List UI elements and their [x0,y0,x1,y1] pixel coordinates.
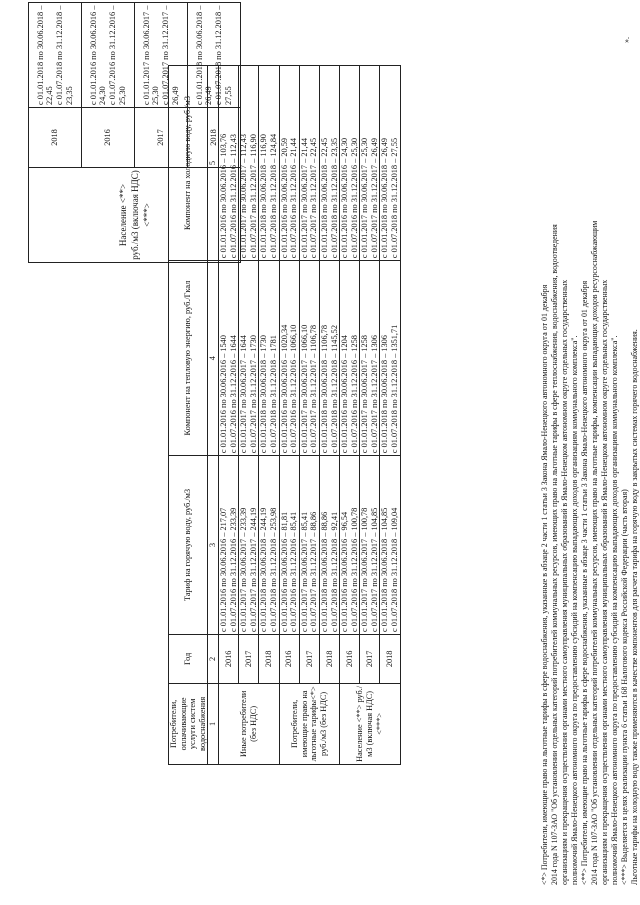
column-number: 3 [208,456,219,635]
top-table-values: с 01.01.2018 по 30.06.2018 – 22,45 с 01.07.2018 по 31.12.2018 – 23,35 [29,3,82,108]
cold-cell: с 01.01.2016 по 30.06.2016 – 20,59 с 01.07.2016 по 31.12.2016 – 21,44 [279,66,299,261]
consumer-category: Иные потребители (без НДС) [218,683,279,764]
tariff-cell: с 01.01.2016 по 30.06.2016 – 81,81 с 01.07.2016 по 31.12.2016 – 85,41 [279,456,299,635]
tariff-cell: с 01.01.2017 по 30.06.2017 – 233,39 с 01.07.2017 по 31.12.2017 – 244,19 [239,456,259,635]
footnote-line: <*> Потребители, имеющие право на льготные тарифы в сфере водоснабжения, указанные в абзаце 2 части 1 статьи 3 Закона Ямало-Ненецкого автономного округа от 01 декабря [540,284,549,885]
page-marker: ». [622,37,631,43]
table-row [319,66,339,765]
year-cell: 2016 [279,634,299,683]
header-cold: Компонент на холодную воду, руб./м3 [169,66,208,261]
header-year: Год [169,634,208,683]
tariff-cell: с 01.01.2017 по 30.06.2017 – 85,41 с 01.07.2017 по 31.12.2017 – 88,86 [299,456,319,635]
tariff-cell: с 01.01.2017 по 30.06.2017 – 100,78 с 01.07.2017 по 31.12.2017 – 104,85 [360,456,380,635]
footnote-line: <***> Выделяется в целях реализации пункта 6 статьи 168 Налогового кодекса Российской Федерации (часть вторая) [620,489,629,885]
heat-cell: с 01.01.2016 по 30.06.2016 – 1540 с 01.07.2016 по 31.12.2016 – 1644 [218,261,238,456]
consumer-category: Население <**> руб./м3 (включая НДС) <***> [340,683,401,764]
tariff-cell: с 01.01.2016 по 30.06.2016 – 217,07 с 01.07.2016 по 31.12.2016 – 233,39 [218,456,238,635]
year-cell: 2018 [259,634,279,683]
year-cell: 2016 [340,634,360,683]
top-table-values: с 01.01.2016 по 30.06.2016 – 24,30 с 01.07.2016 по 31.12.2016 – 25,30 [82,3,135,108]
cold-cell: с 01.01.2018 по 30.06.2018 – 116,90 с 01.07.2018 по 31.12.2018 – 124,84 [259,66,279,261]
footnote-line: 2014 года N 107-ЗАО "Об установлении отдельных категорий потребителей коммунальных ресурсов, имеющих право на льготные тарифы, компенсации выпадающих доходов ресурсоснабжающим [590,220,599,885]
table-row [360,66,380,765]
top-table-year: 2017 [135,108,188,168]
table-row [380,66,400,765]
table-row [279,66,299,765]
heat-cell: с 01.01.2018 по 30.06.2018 – 1106,78 с 01.07.2018 по 31.12.2018 – 1145,52 [319,261,339,456]
cold-cell: с 01.01.2018 по 30.06.2018 – 22,45 с 01.07.2018 по 31.12.2018 – 23,35 [319,66,339,261]
cold-cell: с 01.01.2017 по 30.06.2017 – 25,30 с 01.07.2017 по 31.12.2017 – 26,49 [360,66,380,261]
table-row [239,66,259,765]
table-row [299,66,319,765]
top-table-label: Население <**> руб./м3 (включая НДС) <***> [29,168,241,263]
year-cell: 2016 [218,634,238,683]
footnote-line: Льготные тарифы на холодную воду также применяются в качестве компонентов для расчета тарифа на горячую воду в закрытых системах горячего водоснабжения. [630,329,639,885]
footnote-line: 2014 года N 107-ЗАО "Об установлении отдельных категорий потребителей коммунальных ресурсов, имеющих право на льготные тарифы в сфере теплоснабжения, водоснабжения, водоотведения [550,224,559,885]
footnote-line: полномочий Ямало-Ненецкого автономного округа по предоставлению субсидий на компенсацию выпадающих доходов организациям коммунального комплекса". [610,335,619,885]
footnote-line: организациям и прекращения осуществления органами местного самоуправления муниципальных образований в Ямало-Ненецком автономном округе отдельных государственных [600,279,609,885]
heat-cell: с 01.01.2016 по 30.06.2016 – 1204 с 01.07.2016 по 31.12.2016 – 1258 [340,261,360,456]
cold-cell: с 01.01.2017 по 30.06.2017 – 112,43 с 01.07.2017 по 31.12.2017 – 116,90 [239,66,259,261]
column-number: 1 [208,683,219,764]
year-cell: 2017 [360,634,380,683]
heat-cell: с 01.01.2016 по 30.06.2016 – 1020,34 с 01.07.2016 по 31.12.2016 – 1066,10 [279,261,299,456]
year-cell: 2018 [319,634,339,683]
top-table-year: 2016 [82,108,135,168]
header-tariff: Тариф на горячую воду, руб./м3 [169,456,208,635]
column-number: 5 [208,66,219,261]
heat-cell: с 01.01.2017 по 30.06.2017 – 1066,10 с 01.07.2017 по 31.12.2017 – 1106,78 [299,261,319,456]
heat-cell: с 01.01.2018 по 30.06.2018 – 1730 с 01.07.2018 по 31.12.2018 – 1781 [259,261,279,456]
cold-cell: с 01.01.2017 по 30.06.2017 – 21,44 с 01.07.2017 по 31.12.2017 – 22,45 [299,66,319,261]
tariff-cell: с 01.01.2018 по 30.06.2018 – 88,86 с 01.07.2018 по 31.12.2018 – 92,41 [319,456,339,635]
heat-cell: с 01.01.2017 по 30.06.2017 – 1644 с 01.07.2017 по 31.12.2017 – 1730 [239,261,259,456]
year-cell: 2017 [299,634,319,683]
column-number: 2 [208,634,219,683]
top-table [28,2,241,263]
heat-cell: с 01.01.2017 по 30.06.2017 – 1258 с 01.07.2017 по 31.12.2017 – 1306 [360,261,380,456]
top-table-values: с 01.01.2018 по 30.06.2018 – 26,49 с 01.07.2018 по 31.12.2018 – 27,55 [188,3,241,108]
column-number: 4 [208,261,219,456]
cold-cell: с 01.01.2016 по 30.06.2016 – 24,30 с 01.07.2016 по 31.12.2016 – 25,30 [340,66,360,261]
consumer-category: Потребители, имеющие право на льготные тарифы<*> руб./м3 (без НДС) [279,683,340,764]
top-table-year: 2018 [188,108,241,168]
table-row [259,66,279,765]
footnote-line: полномочий Ямало-Ненецкого автономного округа по предоставлению субсидий на компенсацию выпадающих доходов организациям коммунального комплекса". [570,335,579,885]
cold-cell: с 01.01.2018 по 30.06.2018 – 26,49 с 01.07.2018 по 31.12.2018 – 27,55 [380,66,400,261]
top-table-year: 2018 [29,108,82,168]
tariff-cell: с 01.01.2018 по 30.06.2018 – 104,85 с 01.07.2018 по 31.12.2018 – 109,04 [380,456,400,635]
tariff-cell: с 01.01.2016 по 30.06.2016 – 96,54 с 01.07.2016 по 31.12.2016 – 100,78 [340,456,360,635]
tariff-cell: с 01.01.2018 по 30.06.2018 – 244,19 с 01.07.2018 по 31.12.2018 – 253,98 [259,456,279,635]
header-consumers: Потребители, оплачивающие услуги систем водоснабжения [169,683,208,764]
header-heat: Компонент на тепловую энергию, руб./Гкал [169,261,208,456]
heat-cell: с 01.01.2018 по 30.06.2018 – 1306 с 01.07.2018 по 31.12.2018 – 1351,71 [380,261,400,456]
cold-cell: с 01.01.2016 по 30.06.2016 – 103,76 с 01.07.2016 по 31.12.2016 – 112,43 [218,66,238,261]
table-row [340,66,360,765]
footnote-line: организациям и прекращения осуществления органами местного самоуправления муниципальных образований в Ямало-Ненецком автономном округе отдельных государственных [560,279,569,885]
year-cell: 2017 [239,634,259,683]
top-table-values: с 01.01.2017 по 30.06.2017 – 25,30 с 01.07.2017 по 31.12.2017 – 26,49 [135,3,188,108]
top-table-row [29,3,82,263]
footnote-line: <**> Потребители, имеющие право на льготные тарифы в сфере водоснабжения, указанные в абзаце 3 части 1 статьи 3 Закона Ямало-Ненецкого автономного округа от 01 декабря [580,280,589,885]
year-cell: 2018 [380,634,400,683]
